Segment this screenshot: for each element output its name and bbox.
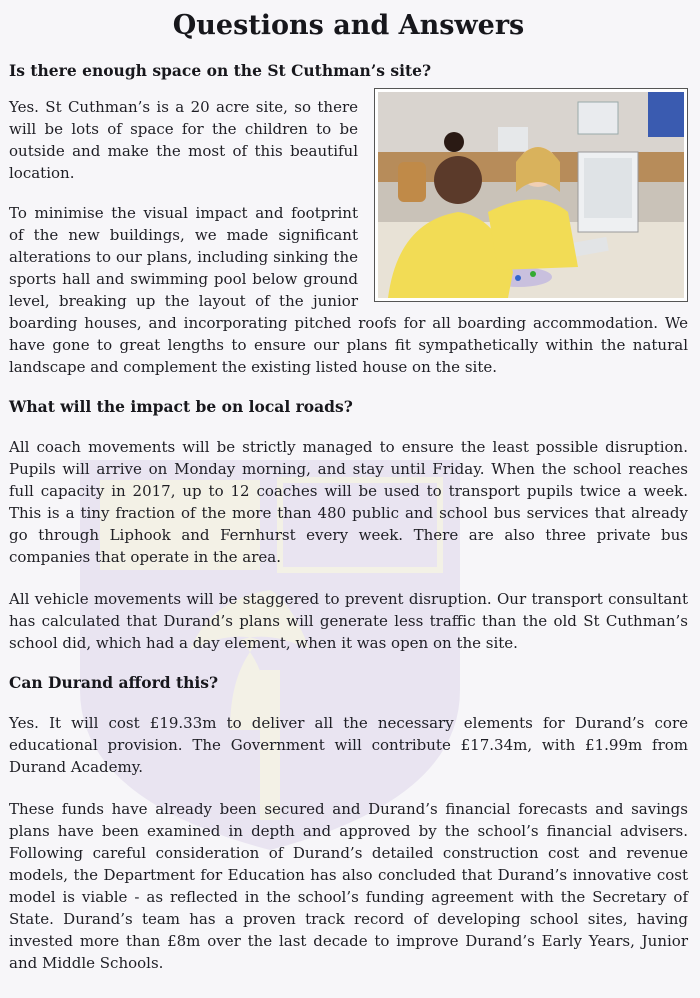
question-local-roads: What will the impact be on local roads? bbox=[9, 397, 353, 416]
answer-affordability-2: These funds have already been secured and Durand’s financial forecasts and savings plans have been examined in depth and approved by the school’s financial advisers. Following careful consideration of Durand’s detailed construction cost and revenue models, the Department for Education has also concluded that Durand’s innovative cost model is viable - as reflected in the school’s funding agreement with the Secretary of State. Durand’s team has a proven track record of developing school sites, having invested more than £8m over the last decade to improve Durand’s Early Years, Junior and Middle Schools. bbox=[9, 800, 688, 972]
question-site-space: Is there enough space on the St Cuthman’s site? bbox=[9, 61, 432, 80]
answer-site-space-2: To minimise the visual impact and footprint of the new buildings, we made significant alterations to our plans, including sinking the sports hall and swimming pool below ground level, breaking up the layout of the junior boarding houses, and incorporating pitched roofs for all boarding accommodation. We have gone to great lengths to ensure our plans fit sympathetically within the natural landscape and complement the existing listed house on the site. bbox=[9, 204, 688, 376]
question-affordability: Can Durand afford this? bbox=[9, 673, 219, 692]
page-title: Questions and Answers bbox=[172, 10, 525, 41]
answer-local-roads-2: All vehicle movements will be staggered to prevent disruption. Our transport consultant has calculated that Durand’s plans will generate less traffic than the old St Cuthman’s school did, which had a day element, when it was open on the site. bbox=[9, 590, 688, 652]
answer-affordability-1: Yes. It will cost £19.33m to deliver all the necessary elements for Durand’s core educational provision. The Government will contribute £17.34m, with £1.99m from Durand Academy. bbox=[9, 714, 688, 776]
classroom-photo-image bbox=[378, 92, 684, 298]
answer-site-space-1: Yes. St Cuthman’s is a 20 acre site, so there will be lots of space for the children to be outside and make the most of this beautiful location. bbox=[9, 98, 358, 182]
answer-local-roads-1: All coach movements will be strictly managed to ensure the least possible disruption. Pupils will arrive on Monday morning, and stay until Friday. When the school reaches full capacity in 2017, up to 12 coaches will be used to transport pupils twice a week. This is a tiny fraction of the more than 480 public and school bus services that already go through Liphook and Fernhurst every week. There are also three private bus companies that operate in the area. bbox=[9, 438, 688, 566]
classroom-photo bbox=[374, 88, 688, 302]
